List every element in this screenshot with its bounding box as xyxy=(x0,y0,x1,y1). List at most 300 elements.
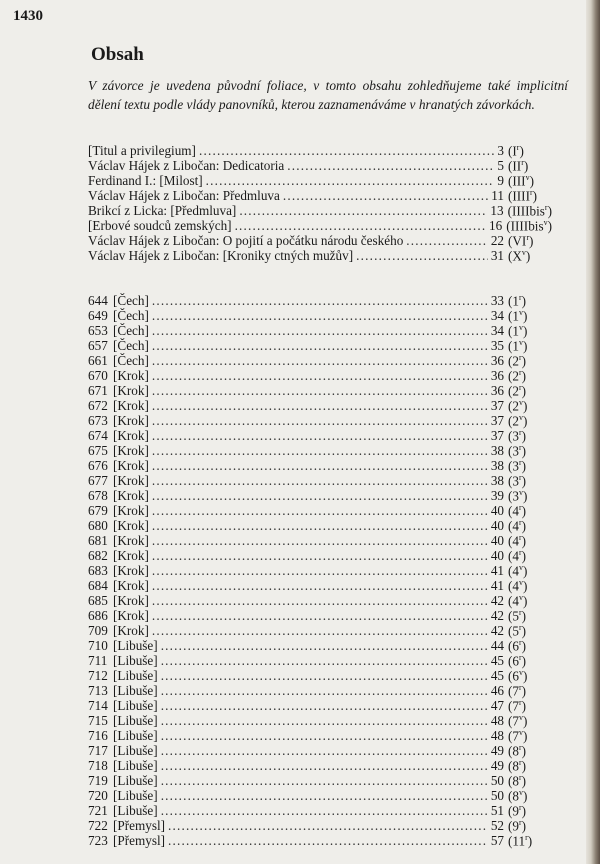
folio-side: r xyxy=(519,623,522,632)
toc-entry-label: [Krok] xyxy=(113,488,149,504)
dot-leader xyxy=(161,743,488,758)
toc-entry-year: 673 xyxy=(88,413,108,429)
toc-entry-year: 644 xyxy=(88,293,108,309)
toc-entry-page: 38 xyxy=(490,473,504,489)
folio-number: (X xyxy=(508,248,522,264)
folio-side: v xyxy=(519,488,523,497)
folio-number: (2 xyxy=(508,383,519,399)
toc-entry-year: 678 xyxy=(88,488,108,504)
folio-number: (II xyxy=(508,158,522,174)
toc-entry-page: 31 xyxy=(490,248,504,264)
toc-entry-year: 716 xyxy=(88,728,108,744)
folio-side: r xyxy=(519,293,522,302)
toc-entry-year: 679 xyxy=(88,503,108,519)
toc-entry-page: 40 xyxy=(490,518,504,534)
toc-entry-label: [Libuše] xyxy=(113,728,158,744)
folio-number: (1 xyxy=(508,293,519,309)
dot-leader xyxy=(152,338,488,353)
folio-side: r xyxy=(519,638,522,647)
folio-close: ) xyxy=(521,443,527,459)
toc-entry-label: [Krok] xyxy=(113,413,149,429)
toc-entry-year: 680 xyxy=(88,518,108,534)
toc-entry-label: [Přemysl] xyxy=(113,818,166,834)
toc-entry-label: [Krok] xyxy=(113,503,149,519)
folio-close: ) xyxy=(525,248,531,264)
toc-entry-page: 39 xyxy=(490,488,504,504)
folio-number: (3 xyxy=(508,443,519,459)
toc-entry-year: 718 xyxy=(88,758,108,774)
folio-number: (8 xyxy=(508,758,519,774)
folio-number: (IIIIbis xyxy=(507,203,545,219)
toc-entry-label: Václav Hájek z Libočan: [Kroniky ctných mužův] xyxy=(88,248,354,264)
folio-side: r xyxy=(519,518,522,527)
folio-close: ) xyxy=(521,458,527,474)
folio-close: ) xyxy=(521,368,527,384)
toc-entry-label: [Libuše] xyxy=(113,668,158,684)
folio-close: ) xyxy=(521,698,527,714)
chapter-toc xyxy=(88,290,552,849)
toc-entry-label: [Libuše] xyxy=(113,773,158,789)
toc-entry-page: 38 xyxy=(490,443,504,459)
toc-entry-folio xyxy=(504,830,552,848)
toc-entry-page: 38 xyxy=(490,458,504,474)
folio-close: ) xyxy=(521,473,527,489)
folio-side: v xyxy=(519,668,523,677)
dot-leader xyxy=(356,248,488,263)
folio-number: (9 xyxy=(508,818,519,834)
folio-number: (7 xyxy=(508,728,519,744)
folio-close: ) xyxy=(527,833,533,849)
folio-number: (1 xyxy=(508,323,519,339)
toc-entry-page: 36 xyxy=(490,353,504,369)
folio-side: v xyxy=(525,173,530,182)
folio-close: ) xyxy=(521,353,527,369)
toc-entry-page: 5 xyxy=(497,158,504,174)
dot-leader xyxy=(161,683,488,698)
dot-leader xyxy=(152,578,488,593)
folio-close: ) xyxy=(521,608,527,624)
toc-entry-label: [Čech] xyxy=(113,293,149,309)
toc-entry-page: 40 xyxy=(490,548,504,564)
toc-entry-year: 717 xyxy=(88,743,108,759)
toc-entry-label: [Krok] xyxy=(113,548,149,564)
toc-entry-year: 674 xyxy=(88,428,108,444)
folio-number: (3 xyxy=(508,458,519,474)
toc-entry-year: 649 xyxy=(88,308,108,324)
folio-number: (2 xyxy=(508,353,519,369)
folio-side: v xyxy=(519,413,523,422)
folio-close: ) xyxy=(532,188,538,204)
folio-number: (2 xyxy=(508,413,519,429)
toc-entry-label: [Krok] xyxy=(113,608,149,624)
folio-close: ) xyxy=(521,803,527,819)
toc-entry-page: 40 xyxy=(490,503,504,519)
toc-entry-page: 49 xyxy=(490,743,504,759)
folio-side: r xyxy=(519,548,522,557)
dot-leader xyxy=(287,158,494,173)
folio-side: r xyxy=(519,683,522,692)
folio-close: ) xyxy=(523,158,529,174)
folio-close: ) xyxy=(519,143,524,159)
toc-entry-page: 34 xyxy=(490,323,504,339)
toc-entry-page: 37 xyxy=(490,428,504,444)
folio-close: ) xyxy=(523,308,528,324)
dot-leader xyxy=(152,323,488,338)
folio-number: (VI xyxy=(508,233,527,249)
toc-entry xyxy=(88,140,552,159)
front-matter-toc xyxy=(88,140,552,264)
folio-number: (6 xyxy=(508,638,519,654)
folio-side: r xyxy=(519,758,522,767)
toc-entry-page: 41 xyxy=(490,563,504,579)
toc-entry-page: 9 xyxy=(497,173,504,189)
folio-number: (7 xyxy=(508,698,519,714)
folio-close: ) xyxy=(521,773,527,789)
toc-entry-page: 16 xyxy=(489,218,503,234)
toc-entry-page: 49 xyxy=(490,758,504,774)
dot-leader xyxy=(161,668,488,683)
dot-leader xyxy=(161,698,488,713)
dot-leader xyxy=(161,638,488,653)
dot-leader xyxy=(283,188,488,203)
folio-side: v xyxy=(519,713,523,722)
toc-entry-label: Václav Hájek z Libočan: Dedicatoria xyxy=(88,158,285,174)
toc-entry-year: 709 xyxy=(88,623,108,639)
toc-entry-year: 671 xyxy=(88,383,108,399)
toc-entry-label: Václav Hájek z Libočan: Předmluva xyxy=(88,188,280,204)
toc-entry-year: 713 xyxy=(88,683,108,699)
folio-side: r xyxy=(519,443,522,452)
folio-number: (5 xyxy=(508,623,519,639)
toc-entry-year: 723 xyxy=(88,833,108,849)
folio-side: r xyxy=(519,368,522,377)
folio-side: v xyxy=(519,788,523,797)
folio-close: ) xyxy=(521,548,527,564)
toc-entry-label: [Krok] xyxy=(113,368,149,384)
folio-number: (3 xyxy=(508,488,519,504)
toc-entry-page: 52 xyxy=(490,818,504,834)
folio-side: v xyxy=(519,728,523,737)
toc-entry-page: 42 xyxy=(490,623,504,639)
folio-side: r xyxy=(519,653,522,662)
folio-number: (8 xyxy=(508,743,519,759)
toc-entry-page: 42 xyxy=(490,593,504,609)
folio-side: r xyxy=(519,353,522,362)
folio-number: (4 xyxy=(508,518,519,534)
folio-close: ) xyxy=(521,503,527,519)
toc-entry-label: [Libuše] xyxy=(113,713,158,729)
folio-number: (6 xyxy=(508,668,519,684)
toc-entry xyxy=(88,290,552,309)
folio-side: r xyxy=(521,158,524,167)
dot-leader xyxy=(161,803,488,818)
folio-close: ) xyxy=(521,533,527,549)
folio-number: (7 xyxy=(508,683,519,699)
toc-entry-year: 722 xyxy=(88,818,108,834)
folio-number: (1 xyxy=(508,308,519,324)
folio-side: r xyxy=(529,188,533,197)
toc-entry-year: 714 xyxy=(88,698,108,714)
dot-leader xyxy=(152,413,488,428)
toc-entry-year: 682 xyxy=(88,548,108,564)
toc-entry-folio xyxy=(504,245,552,263)
toc-entry-label: Brikcí z Licka: [Předmluva] xyxy=(88,203,237,219)
toc-entry-label: [Krok] xyxy=(113,533,149,549)
folio-close: ) xyxy=(523,398,528,414)
toc-entry-label: [Krok] xyxy=(113,563,149,579)
dot-leader xyxy=(161,653,488,668)
folio-number: (9 xyxy=(508,803,519,819)
toc-entry-label: [Krok] xyxy=(113,428,149,444)
toc-entry-page: 41 xyxy=(490,578,504,594)
toc-entry-label: Ferdinand I.: [Milost] xyxy=(88,173,203,189)
toc-entry-year: 711 xyxy=(88,653,108,669)
folio-number: (8 xyxy=(508,788,519,804)
folio-side: v xyxy=(519,593,523,602)
folio-side: r xyxy=(519,473,522,482)
toc-entry-page: 48 xyxy=(490,713,504,729)
toc-entry-label: [Čech] xyxy=(113,338,149,354)
dot-leader xyxy=(152,533,488,548)
toc-entry-label: [Titul a privilegium] xyxy=(88,143,196,159)
folio-number: (I xyxy=(508,143,517,159)
folio-side: r xyxy=(516,143,520,152)
folio-number: (2 xyxy=(508,368,519,384)
folio-side: v xyxy=(521,248,526,257)
folio-side: r xyxy=(526,233,529,242)
dot-leader xyxy=(152,608,488,623)
toc-entry-page: 34 xyxy=(490,308,504,324)
dot-leader xyxy=(152,398,488,413)
folio-close: ) xyxy=(523,323,528,339)
folio-close: ) xyxy=(521,743,527,759)
toc-entry-page: 36 xyxy=(490,383,504,399)
toc-entry-page: 46 xyxy=(490,683,504,699)
dot-leader xyxy=(152,593,488,608)
folio-number: (1 xyxy=(508,338,519,354)
toc-entry-page: 22 xyxy=(490,233,504,249)
folio-number: (3 xyxy=(508,473,519,489)
toc-entry-page: 50 xyxy=(490,788,504,804)
folio-close: ) xyxy=(521,428,527,444)
toc-entry-label: [Libuše] xyxy=(113,758,158,774)
folio-side: r xyxy=(519,533,522,542)
dot-leader xyxy=(152,353,488,368)
toc-entry-label: [Erbové soudců zemských] xyxy=(88,218,232,234)
toc-entry-label: [Libuše] xyxy=(113,698,158,714)
toc-entry-page: 48 xyxy=(490,728,504,744)
folio-close: ) xyxy=(521,293,527,309)
folio-close: ) xyxy=(521,638,527,654)
folio-close: ) xyxy=(523,713,528,729)
toc-entry-year: 710 xyxy=(88,638,108,654)
toc-entry-page: 45 xyxy=(490,668,504,684)
folio-close: ) xyxy=(521,818,527,834)
folio-close: ) xyxy=(523,668,528,684)
toc-entry-year: 712 xyxy=(88,668,108,684)
folio-side: r xyxy=(519,458,522,467)
toc-entry-page: 13 xyxy=(490,203,504,219)
folio-side: v xyxy=(519,323,523,332)
folio-close: ) xyxy=(523,338,528,354)
toc-entry-page: 57 xyxy=(490,833,504,849)
folio-close: ) xyxy=(523,728,528,744)
toc-entry-label: [Libuše] xyxy=(113,788,158,804)
toc-entry-year: 657 xyxy=(88,338,108,354)
folio-number: (III xyxy=(508,173,526,189)
folio-number: (IIII xyxy=(508,188,530,204)
folio-side: v xyxy=(519,563,523,572)
dot-leader xyxy=(152,293,488,308)
folio-side: v xyxy=(519,338,523,347)
folio-side: r xyxy=(519,608,522,617)
dot-leader xyxy=(152,428,488,443)
dot-leader xyxy=(152,473,488,488)
toc-entry-year: 670 xyxy=(88,368,108,384)
dot-leader xyxy=(206,173,495,188)
folio-number: (4 xyxy=(508,563,519,579)
dot-leader xyxy=(152,518,488,533)
folio-close: ) xyxy=(521,383,527,399)
toc-entry-label: [Krok] xyxy=(113,473,149,489)
folio-side: r xyxy=(525,833,528,842)
dot-leader xyxy=(152,623,488,638)
toc-entry-year: 720 xyxy=(88,788,108,804)
toc-entry-label: [Krok] xyxy=(113,383,149,399)
dot-leader xyxy=(152,368,488,383)
folio-side: r xyxy=(544,203,548,212)
dot-leader xyxy=(152,488,488,503)
folio-close: ) xyxy=(521,683,527,699)
folio-close: ) xyxy=(523,578,528,594)
toc-entry-page: 44 xyxy=(490,638,504,654)
folio-side: r xyxy=(519,803,522,812)
folio-close: ) xyxy=(523,788,528,804)
page-edge-shadow xyxy=(586,0,600,864)
toc-entry-page: 50 xyxy=(490,773,504,789)
folio-side: r xyxy=(519,818,522,827)
folio-close: ) xyxy=(547,203,552,219)
toc-entry-page: 37 xyxy=(490,398,504,414)
folio-close: ) xyxy=(521,518,527,534)
folio-side: v xyxy=(519,398,523,407)
dot-leader xyxy=(152,308,488,323)
dot-leader xyxy=(152,458,488,473)
toc-entry-year: 715 xyxy=(88,713,108,729)
folio-side: v xyxy=(519,308,523,317)
toc-entry-label: [Čech] xyxy=(113,308,149,324)
folio-close: ) xyxy=(523,413,528,429)
folio-side: r xyxy=(519,383,522,392)
toc-entry-year: 677 xyxy=(88,473,108,489)
page-number: 1430 xyxy=(13,8,43,24)
folio-side: r xyxy=(519,698,522,707)
toc-entry-year: 684 xyxy=(88,578,108,594)
toc-entry-page: 45 xyxy=(490,653,504,669)
toc-entry-year: 675 xyxy=(88,443,108,459)
toc-entry-year: 681 xyxy=(88,533,108,549)
dot-leader xyxy=(161,713,488,728)
toc-entry-page: 42 xyxy=(490,608,504,624)
toc-entry-label: [Libuše] xyxy=(113,683,158,699)
toc-entry-page: 51 xyxy=(490,803,504,819)
toc-entry-page: 35 xyxy=(490,338,504,354)
dot-leader xyxy=(161,758,488,773)
folio-close: ) xyxy=(521,653,527,669)
dot-leader xyxy=(152,503,488,518)
toc-entry-label: [Krok] xyxy=(113,398,149,414)
toc-entry-label: [Krok] xyxy=(113,593,149,609)
dot-leader xyxy=(152,443,488,458)
intro-paragraph: V závorce je uvedena původní foliace, v tomto obsahu zohledňujeme také implicitní dělení textu podle vlády panovníků, kterou zaznamenáváme v hranatých závorkách. xyxy=(88,78,568,112)
folio-side: r xyxy=(519,773,522,782)
folio-close: ) xyxy=(521,758,527,774)
toc-entry-year: 685 xyxy=(88,593,108,609)
dot-leader xyxy=(168,833,488,848)
folio-number: (4 xyxy=(508,548,519,564)
toc-entry-label: [Krok] xyxy=(113,623,149,639)
dot-leader xyxy=(161,773,488,788)
folio-close: ) xyxy=(523,563,528,579)
toc-entry-label: [Krok] xyxy=(113,443,149,459)
toc-entry-year: 721 xyxy=(88,803,108,819)
folio-number: (5 xyxy=(508,608,519,624)
toc-entry-label: [Libuše] xyxy=(113,803,158,819)
folio-number: (11 xyxy=(508,833,526,849)
dot-leader xyxy=(152,548,488,563)
toc-entry-label: [Krok] xyxy=(113,458,149,474)
folio-number: (6 xyxy=(508,653,519,669)
toc-entry-year: 719 xyxy=(88,773,108,789)
folio-close: ) xyxy=(529,173,534,189)
toc-entry-label: [Libuše] xyxy=(113,638,158,654)
folio-close: ) xyxy=(528,233,534,249)
folio-side: v xyxy=(543,218,548,227)
dot-leader xyxy=(152,383,488,398)
folio-side: r xyxy=(519,428,522,437)
toc-entry-label: [Krok] xyxy=(113,518,149,534)
toc-entry-label: Václav Hájek z Libočan: O pojití a počátku národu českého xyxy=(88,233,404,249)
folio-number: (IIIIbis xyxy=(506,218,544,234)
toc-entry-label: [Libuše] xyxy=(113,653,158,669)
dot-leader xyxy=(199,143,494,158)
folio-side: r xyxy=(519,503,522,512)
toc-entry-label: [Čech] xyxy=(113,353,149,369)
folio-number: (4 xyxy=(508,578,519,594)
folio-number: (2 xyxy=(508,398,519,414)
folio-close: ) xyxy=(523,593,528,609)
toc-entry-label: [Libuše] xyxy=(113,743,158,759)
dot-leader xyxy=(152,563,488,578)
toc-entry-page: 40 xyxy=(490,533,504,549)
toc-entry-page: 3 xyxy=(497,143,504,159)
folio-side: r xyxy=(519,743,522,752)
toc-entry-year: 653 xyxy=(88,323,108,339)
dot-leader xyxy=(168,818,488,833)
dot-leader xyxy=(239,203,487,218)
folio-number: (7 xyxy=(508,713,519,729)
toc-entry-year: 661 xyxy=(88,353,108,369)
dot-leader xyxy=(161,728,488,743)
folio-close: ) xyxy=(547,218,552,234)
dot-leader xyxy=(161,788,488,803)
toc-entry-label: [Krok] xyxy=(113,578,149,594)
toc-entry-year: 676 xyxy=(88,458,108,474)
folio-number: (8 xyxy=(508,773,519,789)
toc-entry-page: 11 xyxy=(491,188,504,204)
toc-entry-page: 37 xyxy=(490,413,504,429)
folio-side: v xyxy=(519,578,523,587)
